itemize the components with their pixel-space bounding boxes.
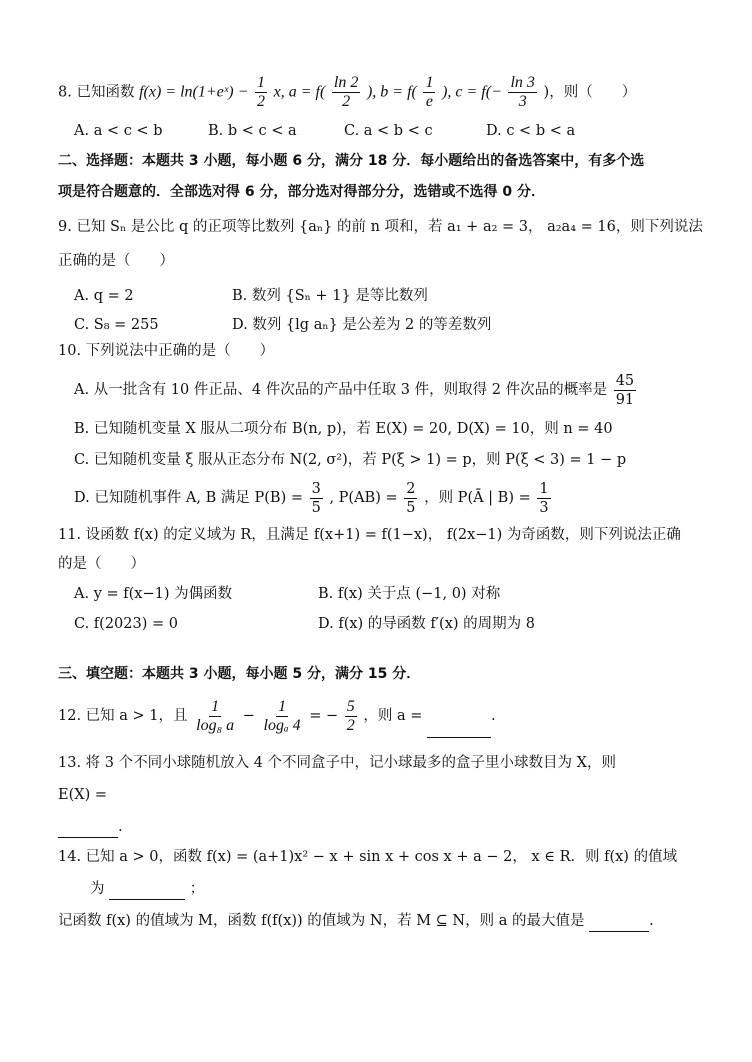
q11-option-c: C. f(2023) = 0 xyxy=(74,616,178,632)
question-14-range xyxy=(90,878,204,900)
numerator: 1 xyxy=(211,697,220,715)
question-12 xyxy=(58,694,496,738)
numerator: 2 xyxy=(406,480,416,497)
fraction xyxy=(423,74,435,111)
fraction xyxy=(332,74,360,111)
q12-prefix: 12. 已知 a > 1，且 xyxy=(58,708,188,724)
question-11-stem-2: 的是（ ） xyxy=(58,556,145,572)
q10-option-b: B. 已知随机变量 X 服从二项分布 B(n, p)，若 E(X) = 20, D(X) = 10，则 n = 40 xyxy=(74,421,613,437)
denominator: log₈ a xyxy=(196,716,235,734)
fraction xyxy=(255,74,267,111)
q11-option-d: D. f(x) 的导函数 f′(x) 的周期为 8 xyxy=(318,616,535,632)
numerator: 5 xyxy=(346,697,355,715)
q8-a: x, a = f( xyxy=(273,83,326,101)
q9-option-a: A. q = 2 xyxy=(74,288,134,304)
numerator: ln 3 xyxy=(510,74,535,91)
denominator: e xyxy=(425,93,433,110)
answer-blank[interactable] xyxy=(589,915,649,932)
q14-suffix: ； xyxy=(189,881,205,897)
question-13-expectation: E(X) = xyxy=(58,787,107,803)
q9-option-b: B. 数列 {Sₙ + 1} 是等比数列 xyxy=(232,288,428,304)
q8-tail: )，则（ ） xyxy=(543,84,637,101)
q8-option-c: C. a < b < c xyxy=(344,123,433,139)
section-2-header-line-1: 二、选择题：本题共 3 小题，每小题 6 分，满分 18 分．每小题给出的备选答案中，有多个选 xyxy=(58,153,645,169)
equals-sign: = − xyxy=(309,708,339,724)
numerator: 1 xyxy=(278,697,287,715)
q12-suffix: ，则 a = xyxy=(363,708,423,724)
q8-option-a: A. a < c < b xyxy=(74,123,163,139)
denominator: 5 xyxy=(311,499,321,516)
denominator: logₐ 4 xyxy=(263,716,301,734)
numerator: 1 xyxy=(425,74,434,91)
denominator: 2 xyxy=(342,93,351,110)
numerator: 45 xyxy=(615,372,635,389)
section-2-header-line-2: 项是符合题意的．全部选对得 6 分，部分选对得部分分，选错或不选得 0 分． xyxy=(58,184,545,200)
question-14-part-2 xyxy=(58,910,654,932)
minus-sign: − xyxy=(242,708,255,724)
fraction xyxy=(345,698,357,735)
q9-option-c: C. S₈ = 255 xyxy=(74,317,159,333)
question-8-stem xyxy=(58,74,636,111)
denominator: 2 xyxy=(346,716,355,734)
section-3-header: 三、填空题：本题共 3 小题，每小题 5 分，满分 15 分． xyxy=(58,666,421,682)
denominator: 5 xyxy=(406,499,416,516)
answer-blank[interactable] xyxy=(109,883,185,900)
q14-part-2-text: 记函数 f(x) 的值域为 M，函数 f(f(x)) 的值域为 N，若 M ⊆ N，则 a 的最大值是 xyxy=(58,913,585,929)
q8-b: ), b = f( xyxy=(366,83,417,101)
question-13-answer xyxy=(58,816,123,838)
fraction xyxy=(614,372,636,409)
q13-end: . xyxy=(118,819,123,835)
numerator: ln 2 xyxy=(333,74,359,91)
question-9-stem-2: 正确的是（ ） xyxy=(58,253,174,269)
denominator: 2 xyxy=(256,93,265,110)
q12-end: . xyxy=(491,708,496,724)
question-13-stem: 13. 将 3 个不同小球随机放入 4 个不同盒子中，记小球最多的盒子里小球数目为 X，则 xyxy=(58,755,616,771)
q8-function: f(x) = ln(1+eˣ) − xyxy=(139,83,249,101)
q10-option-c: C. 已知随机变量 ξ 服从正态分布 N(2, σ²)，若 P(ξ > 1) = p，则 P(ξ < 3) = 1 − p xyxy=(74,452,627,468)
question-11-stem: 11. 设函数 f(x) 的定义域为 R，且满足 f(x+1) = f(1−x)， f(2x−1) 为奇函数，则下列说法正确 xyxy=(58,527,681,543)
fraction xyxy=(537,480,550,517)
question-9-stem: 9. 已知 Sₙ 是公比 q 的正项等比数列 {aₙ} 的前 n 项和，若 a₁ + a₂ = 3， a₂a₄ = 16，则下列说法 xyxy=(58,219,703,235)
numerator: 1 xyxy=(539,480,549,497)
denominator: 3 xyxy=(518,93,527,110)
fraction xyxy=(262,698,303,735)
question-14-stem: 14. 已知 a > 0，函数 f(x) = (a+1)x² − x + sin x + cos x + a − 2， x ∈ R．则 f(x) 的值域 xyxy=(58,849,678,865)
fraction xyxy=(404,480,417,517)
q10-option-a-text: A. 从一批含有 10 件正品、4 件次品的产品中任取 3 件，则取得 2 件次品的概率是 xyxy=(74,382,608,398)
q8-option-d: D. c < b < a xyxy=(486,123,576,139)
q10-option-d xyxy=(74,478,553,518)
fraction xyxy=(508,74,536,111)
q10-option-d-text: D. 已知随机事件 A, B 满足 P(B) = xyxy=(74,490,303,506)
denominator: 3 xyxy=(539,499,549,516)
q10-option-d-mid2: ，则 P(Ā | B) = xyxy=(424,490,531,506)
q8-option-b: B. b < c < a xyxy=(208,123,297,139)
q9-option-d: D. 数列 {lg aₙ} 是公差为 2 的等差数列 xyxy=(232,317,492,333)
q10-option-d-mid: , P(AB) = xyxy=(329,490,398,506)
question-10-stem: 10. 下列说法中正确的是（ ） xyxy=(58,343,275,359)
answer-blank[interactable] xyxy=(58,821,118,838)
q10-option-a xyxy=(74,370,638,410)
q14-end: . xyxy=(649,913,654,929)
fraction xyxy=(194,698,236,735)
q14-prefix: 为 xyxy=(90,881,105,897)
q11-option-b: B. f(x) 关于点 (−1, 0) 对称 xyxy=(318,586,501,602)
q11-option-a: A. y = f(x−1) 为偶函数 xyxy=(74,586,233,602)
denominator: 91 xyxy=(615,391,635,408)
fraction xyxy=(310,480,323,517)
numerator: 3 xyxy=(311,480,321,497)
q8-prefix: 8. 已知函数 xyxy=(58,84,135,101)
answer-blank[interactable] xyxy=(427,721,491,738)
numerator: 1 xyxy=(256,74,265,91)
q8-c: ), c = f(− xyxy=(442,83,502,101)
